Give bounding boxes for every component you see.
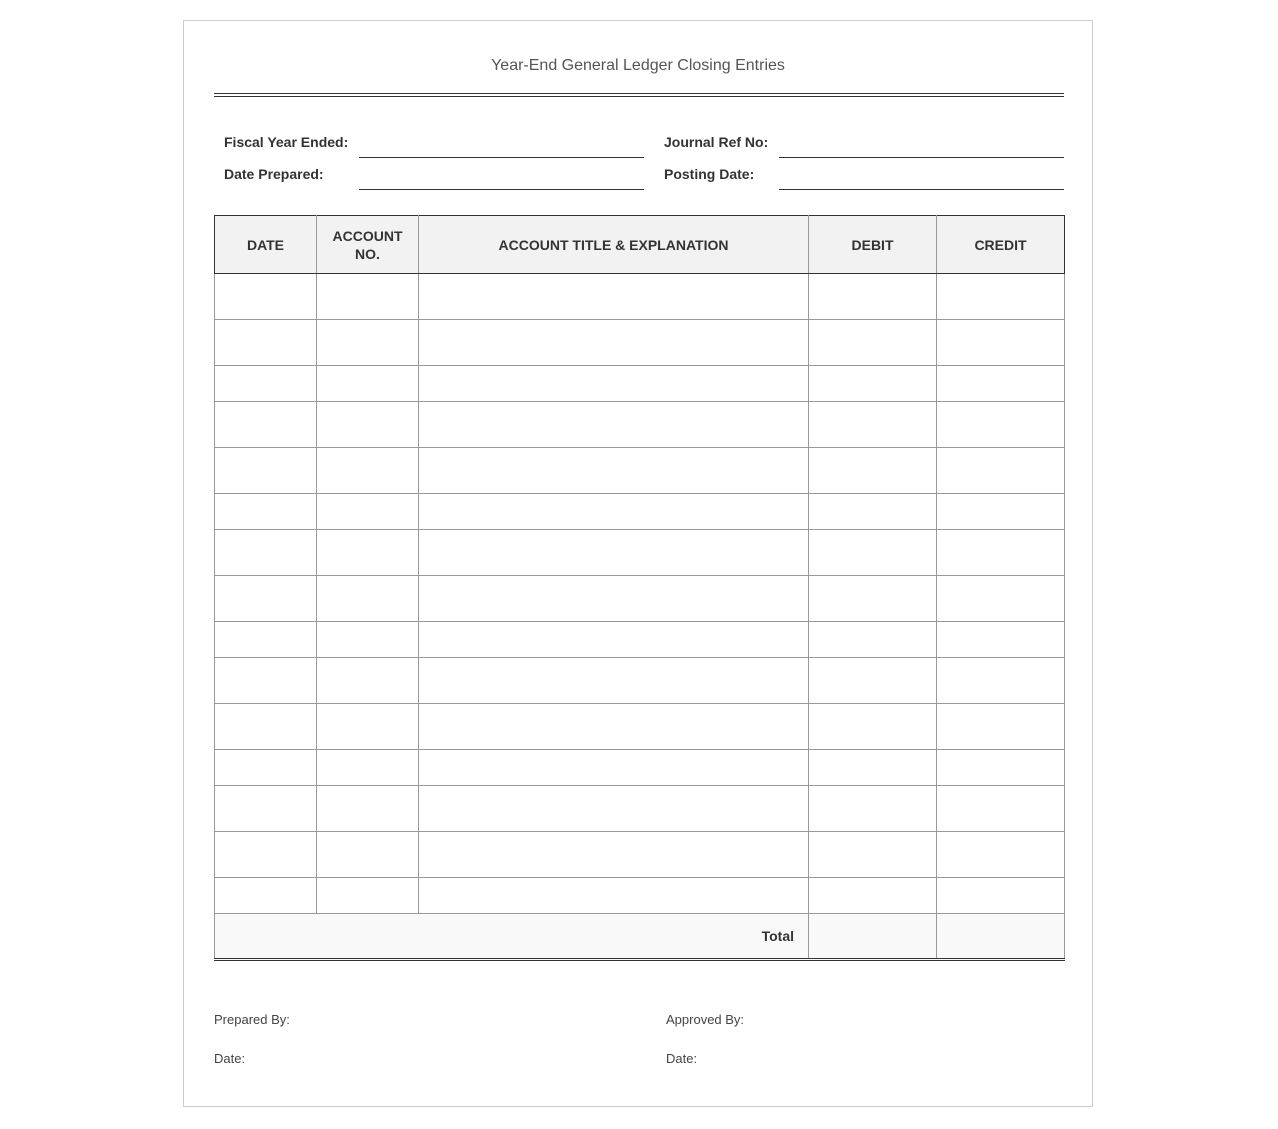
table-row	[215, 274, 1065, 320]
cell-credit[interactable]	[937, 274, 1065, 320]
table-row	[215, 494, 1065, 530]
cell-account-title[interactable]	[419, 832, 809, 878]
cell-debit[interactable]	[809, 832, 937, 878]
cell-account-title[interactable]	[419, 274, 809, 320]
journal-ref-no-field[interactable]	[779, 157, 1064, 158]
column-header-account-title: ACCOUNT TITLE & EXPLANATION	[419, 216, 809, 274]
total-row	[215, 914, 1065, 960]
cell-account-no[interactable]	[317, 366, 419, 402]
cell-credit[interactable]	[937, 622, 1065, 658]
cell-date[interactable]	[215, 622, 317, 658]
cell-debit[interactable]	[809, 750, 937, 786]
cell-date[interactable]	[215, 494, 317, 530]
cell-credit[interactable]	[937, 704, 1065, 750]
column-header-account-no	[317, 216, 419, 274]
total-credit-cell[interactable]	[937, 914, 1065, 960]
cell-date[interactable]	[215, 448, 317, 494]
cell-account-title[interactable]	[419, 402, 809, 448]
table-header-row	[215, 216, 1065, 274]
cell-account-no[interactable]	[317, 704, 419, 750]
cell-account-title[interactable]	[419, 366, 809, 402]
cell-date[interactable]	[215, 878, 317, 914]
cell-account-title[interactable]	[419, 320, 809, 366]
cell-account-no[interactable]	[317, 530, 419, 576]
cell-account-title[interactable]	[419, 750, 809, 786]
table-row	[215, 576, 1065, 622]
cell-debit[interactable]	[809, 786, 937, 832]
table-row	[215, 658, 1065, 704]
journal-ref-no-label: Journal Ref No:	[664, 134, 769, 150]
cell-date[interactable]	[215, 832, 317, 878]
cell-debit[interactable]	[809, 402, 937, 448]
cell-credit[interactable]	[937, 402, 1065, 448]
posting-date-label: Posting Date:	[664, 166, 755, 182]
cell-debit[interactable]	[809, 530, 937, 576]
table-row	[215, 786, 1065, 832]
cell-account-title[interactable]	[419, 494, 809, 530]
cell-account-title[interactable]	[419, 448, 809, 494]
cell-date[interactable]	[215, 402, 317, 448]
approved-by-label: Approved By:	[666, 1012, 745, 1027]
column-header-account-no-text: ACCOUNT NO.	[332, 227, 403, 262]
table-row	[215, 832, 1065, 878]
cell-debit[interactable]	[809, 576, 937, 622]
ledger-form-page	[183, 20, 1093, 1107]
table-row	[215, 750, 1065, 786]
cell-account-no[interactable]	[317, 622, 419, 658]
table-row	[215, 878, 1065, 914]
cell-debit[interactable]	[809, 448, 937, 494]
ledger-table	[214, 215, 1065, 961]
date-prepared-field[interactable]	[359, 189, 644, 190]
cell-date[interactable]	[215, 274, 317, 320]
cell-credit[interactable]	[937, 750, 1065, 786]
table-row	[215, 402, 1065, 448]
cell-date[interactable]	[215, 704, 317, 750]
cell-credit[interactable]	[937, 320, 1065, 366]
cell-account-no[interactable]	[317, 402, 419, 448]
cell-account-no[interactable]	[317, 576, 419, 622]
cell-credit[interactable]	[937, 494, 1065, 530]
cell-date[interactable]	[215, 658, 317, 704]
cell-credit[interactable]	[937, 878, 1065, 914]
cell-credit[interactable]	[937, 576, 1065, 622]
cell-debit[interactable]	[809, 878, 937, 914]
cell-credit[interactable]	[937, 786, 1065, 832]
column-header-credit: CREDIT	[937, 216, 1065, 274]
cell-credit[interactable]	[937, 366, 1065, 402]
cell-account-no[interactable]	[317, 750, 419, 786]
cell-account-no[interactable]	[317, 832, 419, 878]
cell-date[interactable]	[215, 320, 317, 366]
fiscal-year-ended-label: Fiscal Year Ended:	[224, 134, 349, 150]
table-row	[215, 320, 1065, 366]
posting-date-field[interactable]	[779, 189, 1064, 190]
cell-account-no[interactable]	[317, 320, 419, 366]
page-title: Year-End General Ledger Closing Entries	[491, 57, 785, 74]
cell-account-no[interactable]	[317, 274, 419, 320]
column-header-date: DATE	[215, 216, 317, 274]
column-header-debit: DEBIT	[809, 216, 937, 274]
cell-account-title[interactable]	[419, 704, 809, 750]
cell-debit[interactable]	[809, 704, 937, 750]
cell-debit[interactable]	[809, 320, 937, 366]
total-debit-cell[interactable]	[809, 914, 937, 960]
cell-date[interactable]	[215, 750, 317, 786]
table-row	[215, 366, 1065, 402]
cell-account-title[interactable]	[419, 878, 809, 914]
cell-account-no[interactable]	[317, 878, 419, 914]
cell-debit[interactable]	[809, 274, 937, 320]
prepared-date-label: Date:	[214, 1051, 246, 1066]
cell-account-title[interactable]	[419, 786, 809, 832]
cell-credit[interactable]	[937, 832, 1065, 878]
prepared-by-label: Prepared By:	[214, 1012, 290, 1027]
cell-debit[interactable]	[809, 658, 937, 704]
cell-account-title[interactable]	[419, 576, 809, 622]
cell-date[interactable]	[215, 786, 317, 832]
cell-debit[interactable]	[809, 494, 937, 530]
table-row	[215, 704, 1065, 750]
cell-account-no[interactable]	[317, 658, 419, 704]
date-prepared-label: Date Prepared:	[224, 166, 324, 182]
cell-account-title[interactable]	[419, 658, 809, 704]
cell-date[interactable]	[215, 530, 317, 576]
cell-account-title[interactable]	[419, 530, 809, 576]
fiscal-year-ended-field[interactable]	[359, 157, 644, 158]
cell-credit[interactable]	[937, 658, 1065, 704]
total-label: Total	[215, 914, 809, 960]
cell-account-no[interactable]	[317, 448, 419, 494]
table-row	[215, 530, 1065, 576]
cell-debit[interactable]	[809, 366, 937, 402]
table-row	[215, 448, 1065, 494]
title-divider	[214, 93, 1064, 97]
cell-credit[interactable]	[937, 530, 1065, 576]
table-row	[215, 622, 1065, 658]
cell-account-title[interactable]	[419, 622, 809, 658]
cell-debit[interactable]	[809, 622, 937, 658]
cell-date[interactable]	[215, 576, 317, 622]
cell-account-no[interactable]	[317, 786, 419, 832]
cell-date[interactable]	[215, 366, 317, 402]
cell-credit[interactable]	[937, 448, 1065, 494]
approved-date-label: Date:	[666, 1051, 698, 1066]
cell-account-no[interactable]	[317, 494, 419, 530]
